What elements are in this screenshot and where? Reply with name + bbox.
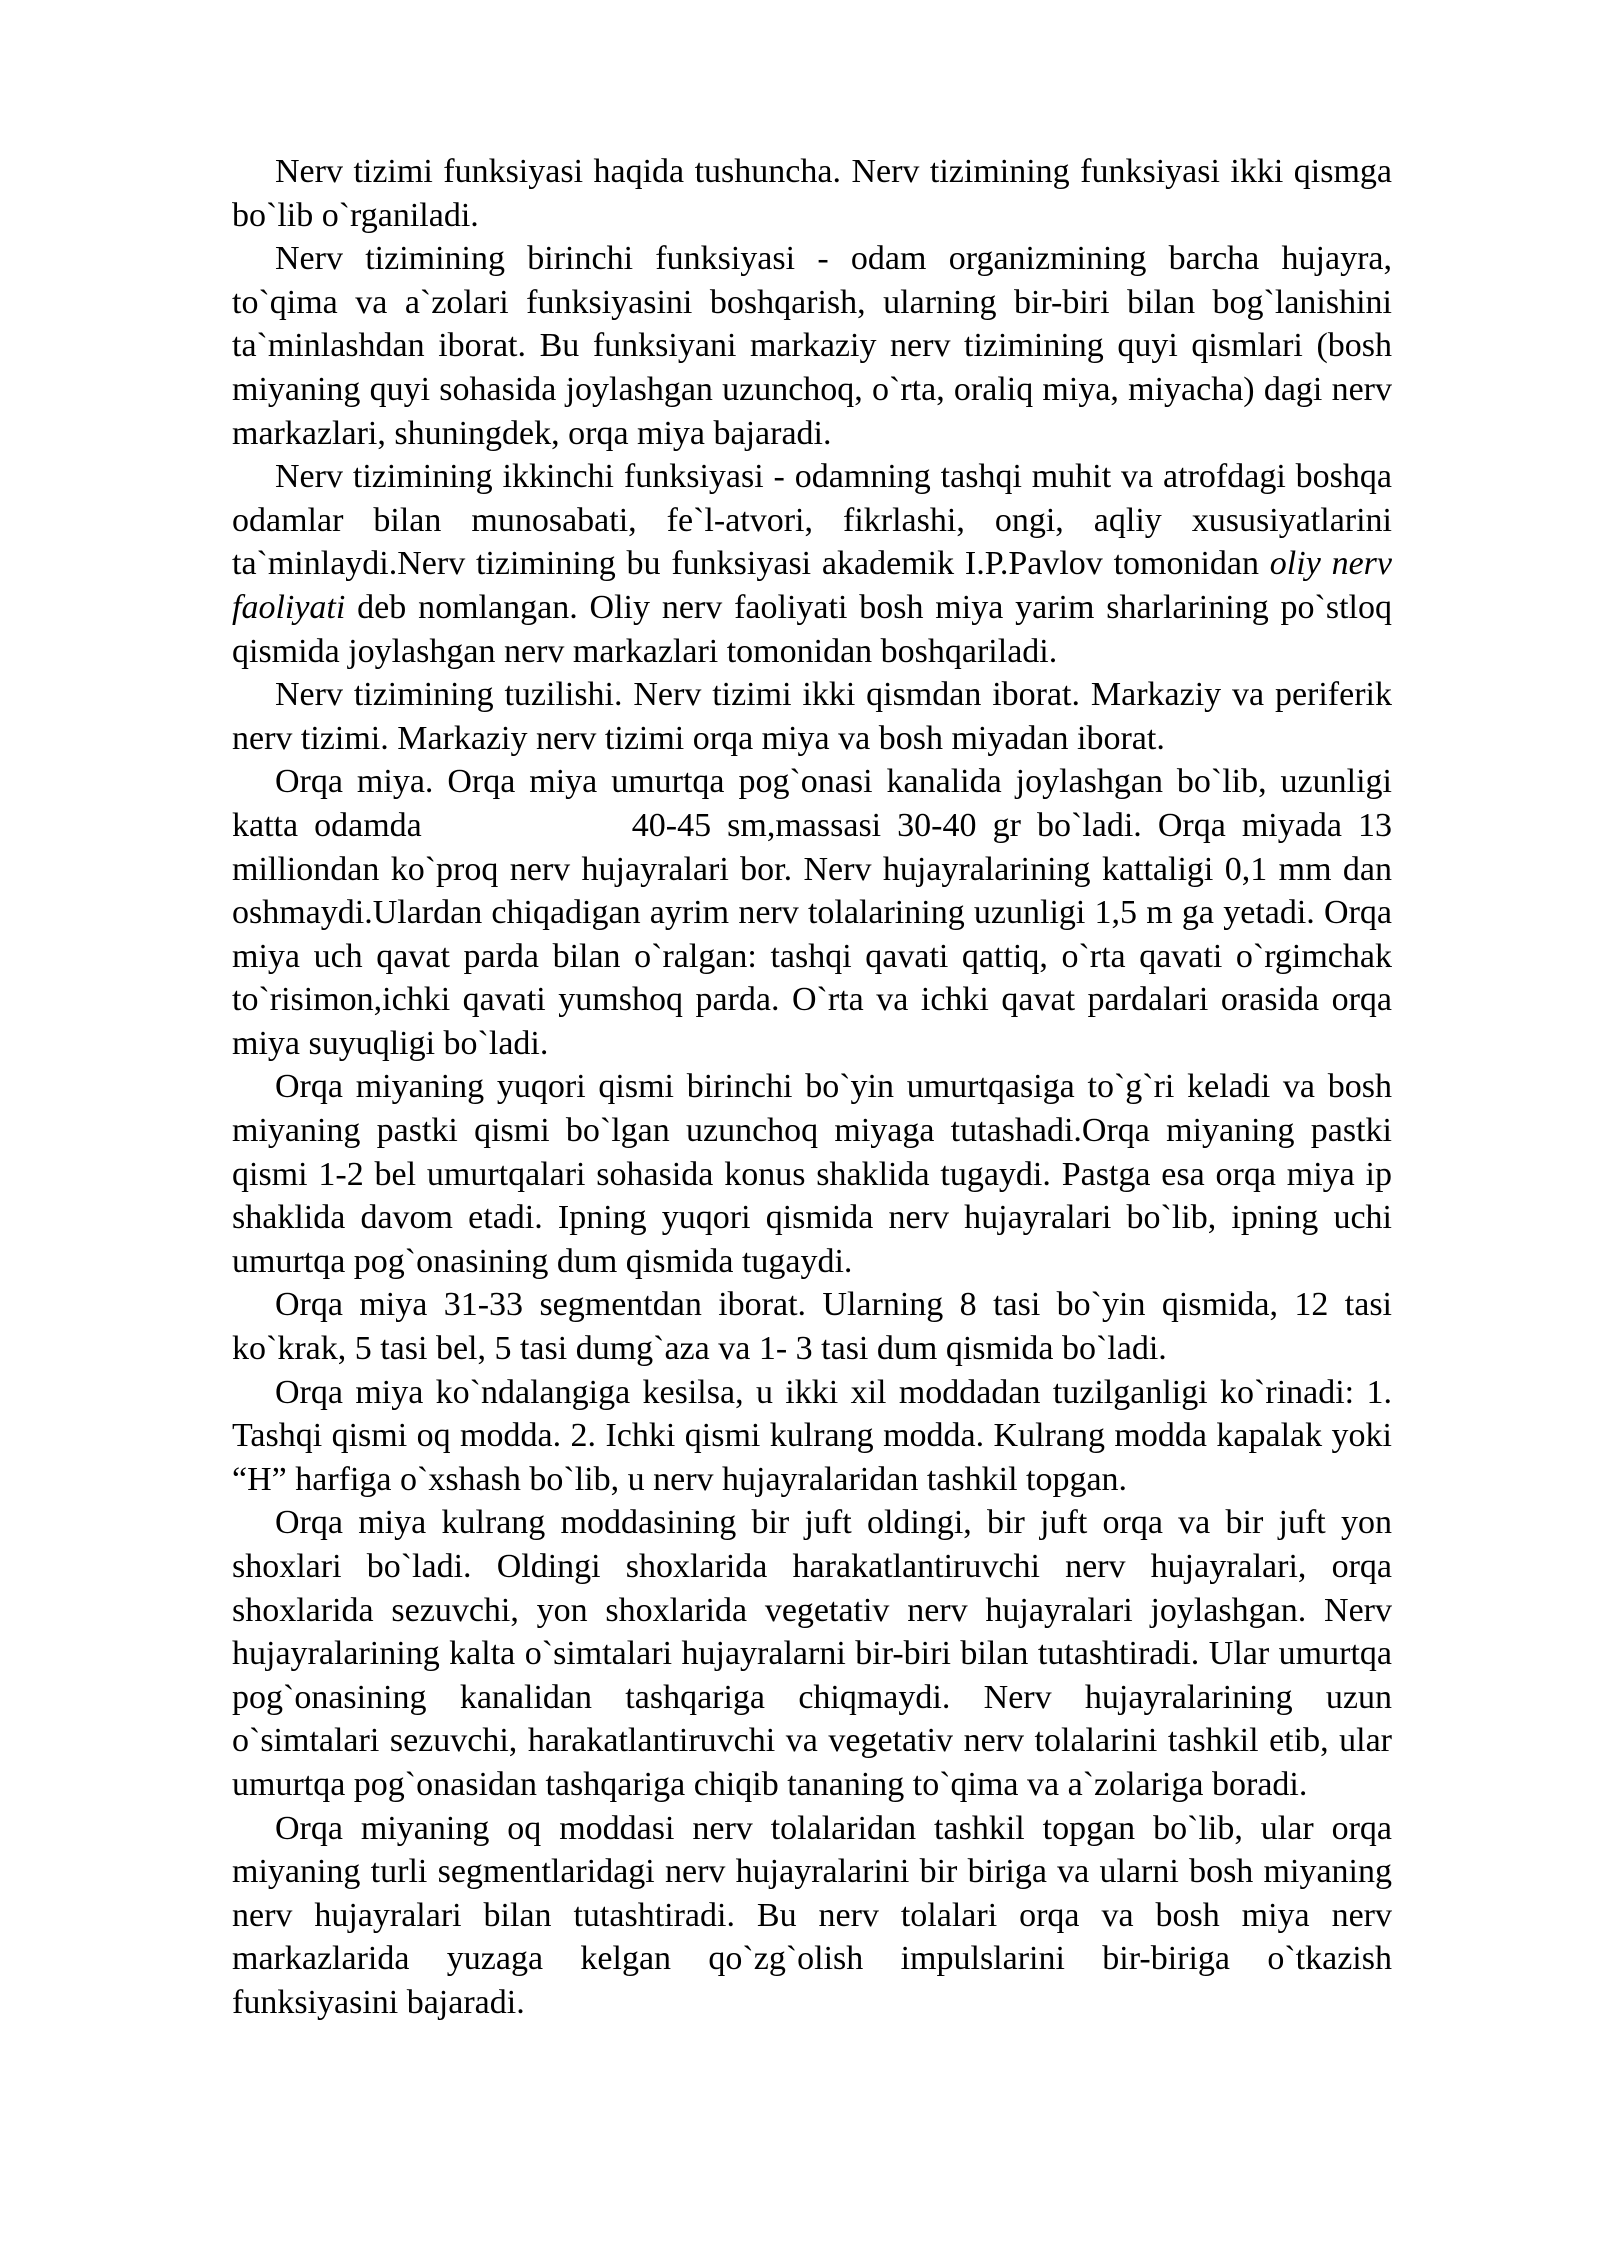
paragraph-10: Orqa miyaning oq moddasi nerv tolalaridan tashkil topgan bo`lib, ular orqa miyaning turli segmentlaridagi nerv hujayralarini bir biriga va ularni bosh miyaning nerv hujayralari bilan tutashtiradi. Bu nerv tolalari orqa va bosh miya nerv markazlarida yuzaga kelgan qo`zg`olish impulslarini bir-biriga o`tkazish funksiyasini bajaradi. <box>232 1809 1392 2021</box>
paragraph-3-text-before: Nerv tizimining ikkinchi funksiyasi - odamning tashqi muhit va atrofdagi boshqa odamlar bilan munosabati, fe`l-atvori, fikrlashi, ongi, aqliy xususiyatlarini ta`minlaydi.Nerv tizimining bu funksiyasi akademik I.P.Pavlov tomonidan <box>232 458 1392 583</box>
paragraph-6: Orqa miyaning yuqori qismi birinchi bo`yin umurtqasiga to`g`ri keladi va bosh miyaning pastki qismi bo`lgan uzunchoq miyaga tutashadi.Orqa miyaning pastki qismi 1-2 bel umurtqalari sohasida konus shaklida tugaydi. Pastga esa orqa miya ip shaklida davom etadi. Ipning yuqori qismida nerv hujayralari bo`lib, ipning uchi umurtqa pog`onasining dum qismida tugaydi. <box>232 1068 1392 1280</box>
paragraph-8: Orqa miya ko`ndalangiga kesilsa, u ikki xil moddadan tuzilganligi ko`rinadi: 1. Tashqi qismi oq modda. 2. Ichki qismi kulrang modda. Kulrang modda kapalak yoki “H” harfiga o`xshash bo`lib, u nerv hujayralaridan tashkil topgan. <box>232 1373 1392 1498</box>
paragraph-5-text-before: Orqa miya. Orqa miya umurtqa pog`onasi kanalida joylashgan bo`lib, uzunligi katta odamda <box>232 763 1392 844</box>
paragraph-4: Nerv tizimining tuzilishi. Nerv tizimi ikki qismdan iborat. Markaziy va periferik nerv tizimi. Markaziy nerv tizimi orqa miya va bosh miyadan iborat. <box>232 676 1392 757</box>
paragraph-7: Orqa miya 31-33 segmentdan iborat. Ularning 8 tasi bo`yin qismida, 12 tasi ko`krak, 5 tasi bel, 5 tasi dumg`aza va 1- 3 tasi dum qismida bo`ladi. <box>232 1286 1392 1368</box>
paragraph-2: Nerv tizimining birinchi funksiyasi - odam organizmining barcha hujayra, to`qima va a`zolari funksiyasini boshqarish, ularning bir-biri bilan bog`lanishini ta`minlashdan iborat. Bu funksiyani markaziy nerv tizimining quyi qismlari (bosh miyaning quyi sohasida joylashgan uzunchoq, o`rta, oraliq miya, miyacha) dagi nerv markazlari, shuningdek, orqa miya bajaradi. <box>232 240 1392 452</box>
paragraph-3-italic-term: oliy nerv faoliyati <box>232 545 1392 626</box>
paragraph-5 <box>232 760 1392 1065</box>
paragraph-9: Orqa miya kulrang moddasining bir juft oldingi, bir juft orqa va bir juft yon shoxlari bo`ladi. Oldingi shoxlarida harakatlantiruvchi nerv hujayralari, orqa shoxlarida sezuvchi, yon shoxlarida vegetativ nerv hujayralari joylashgan. Nerv hujayralarining kalta o`simtalari hujayralarni bir-biri bilan tutashtiradi. Ular umurtqa pog`onasining kanalidan tashqariga chiqmaydi. Nerv hujayralarining uzun o`simtalari sezuvchi, harakatlantiruvchi va vegetativ nerv tolalarini tashkil etib, ular umurtqa pog`onasidan tashqariga chiqib tananing to`qima va a`zolariga boradi. <box>232 1504 1392 1803</box>
paragraph-3 <box>232 455 1392 673</box>
paragraph-1: Nerv tizimi funksiyasi haqida tushuncha. Nerv tizimining funksiyasi ikki qismga bo`lib o`rganiladi. <box>232 153 1392 234</box>
paragraph-3-text-after: deb nomlangan. Oliy nerv faoliyati bosh miya yarim sharlarining po`stloq qismida joylashgan nerv markazlari tomonidan boshqariladi. <box>232 588 1392 670</box>
paragraph-5-text-after: 40-45 sm,massasi 30-40 gr bo`ladi. Orqa miyada 13 milliondan ko`proq nerv hujayralari bor. Nerv hujayralarining kattaligi 0,1 mm dan oshmaydi.Ulardan chiqadigan ayrim nerv tolalarining uzunligi 1,5 m ga yetadi. Orqa miya uch qavat parda bilan o`ralgan: tashqi qavati qattiq, o`rta qavati o`rgimchak to`risimon,ichki qavati yumshoq parda. O`rta va ichki qavat pardalari orasida orqa miya suyuqligi bo`ladi. <box>232 806 1393 1062</box>
document-page <box>232 150 1392 2025</box>
